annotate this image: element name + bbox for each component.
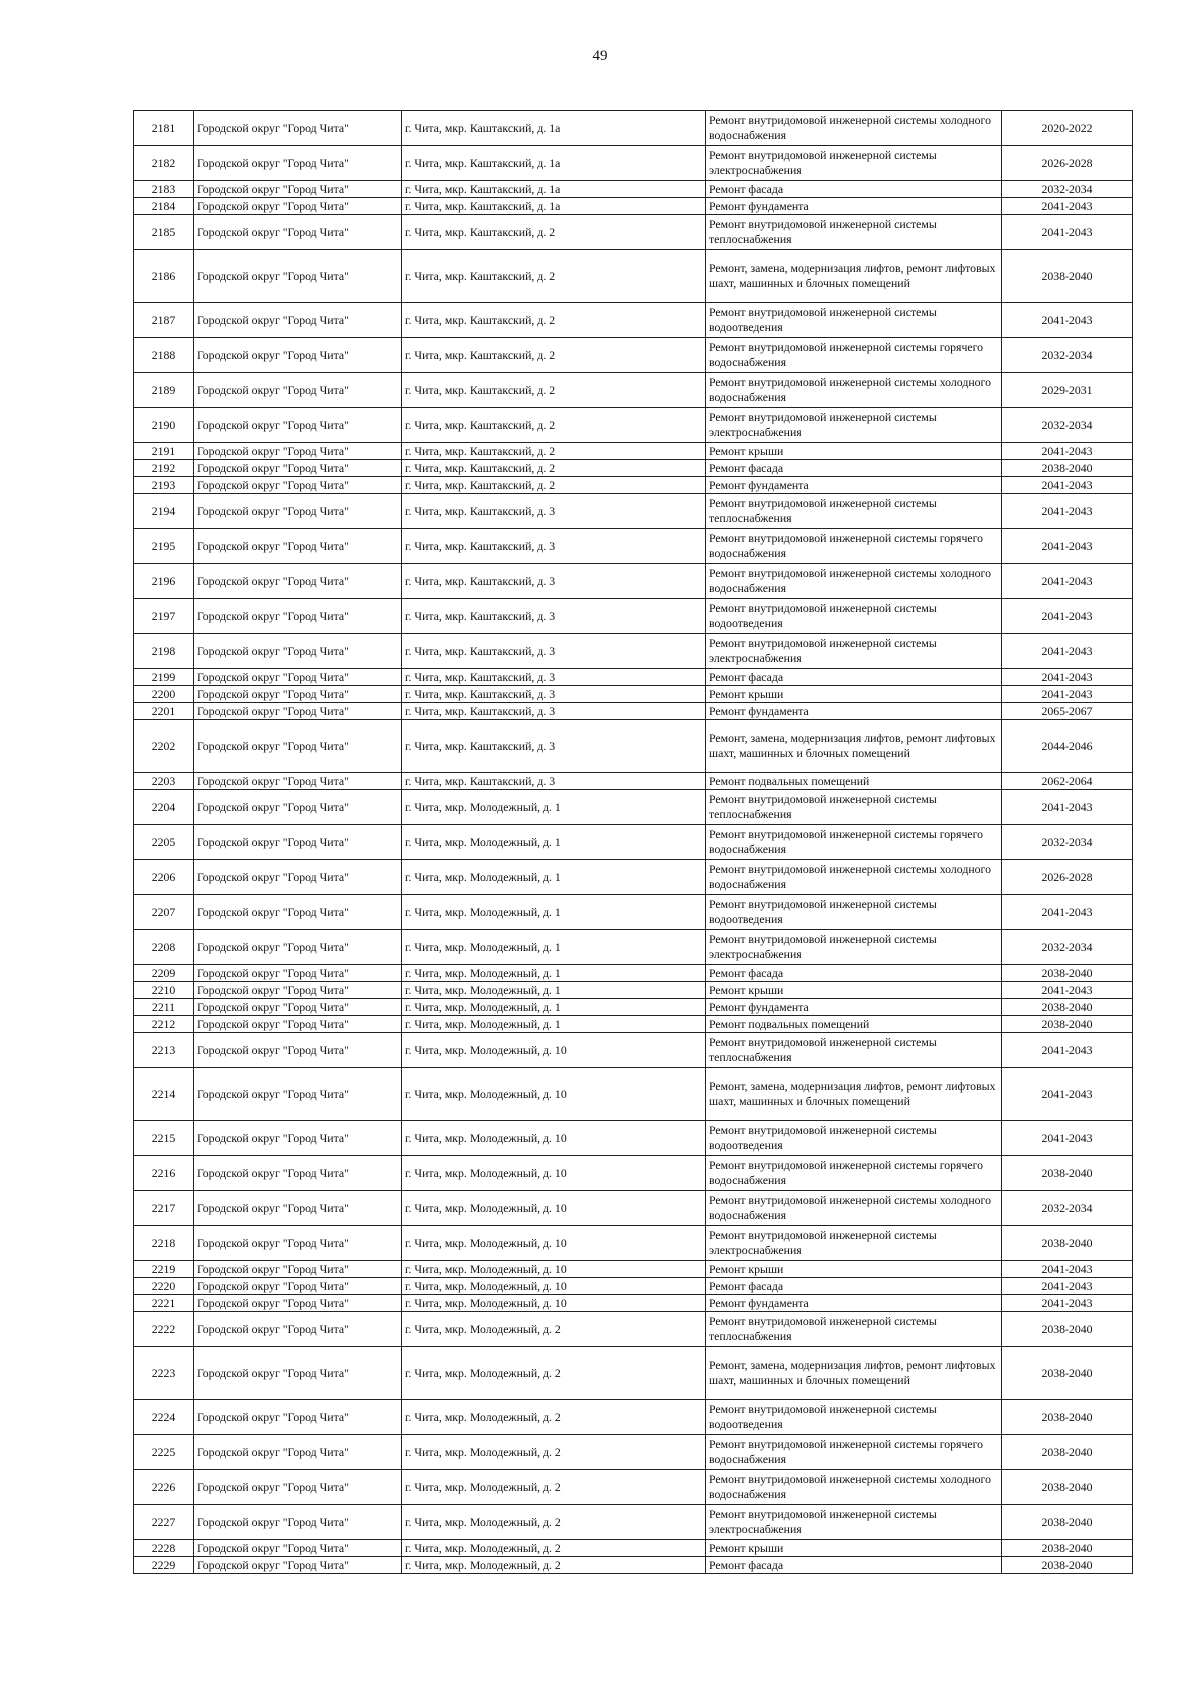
row-number-cell: 2201 — [134, 703, 194, 720]
table-row — [134, 773, 1133, 790]
repair-schedule-table — [133, 110, 1133, 1574]
table-row — [134, 790, 1133, 825]
table-row — [134, 686, 1133, 703]
period-cell: 2038-2040 — [1002, 1435, 1133, 1470]
address-cell: г. Чита, мкр. Молодежный, д. 1 — [402, 825, 706, 860]
period-cell: 2038-2040 — [1002, 1347, 1133, 1400]
period-cell: 2044-2046 — [1002, 720, 1133, 773]
table-row — [134, 982, 1133, 999]
period-cell: 2038-2040 — [1002, 1016, 1133, 1033]
address-cell: г. Чита, мкр. Молодежный, д. 10 — [402, 1068, 706, 1121]
row-number-cell: 2186 — [134, 250, 194, 303]
table-row — [134, 529, 1133, 564]
period-cell: 2041-2043 — [1002, 564, 1133, 599]
table-row — [134, 1470, 1133, 1505]
work-type-cell: Ремонт фундамента — [706, 703, 1002, 720]
period-cell: 2041-2043 — [1002, 669, 1133, 686]
table-row — [134, 1557, 1133, 1574]
work-type-cell: Ремонт фундамента — [706, 477, 1002, 494]
work-type-cell: Ремонт внутридомовой инженерной системы холодного водоснабжения — [706, 1191, 1002, 1226]
table-row — [134, 460, 1133, 477]
municipality-cell: Городской округ "Город Чита" — [194, 111, 402, 146]
address-cell: г. Чита, мкр. Молодежный, д. 1 — [402, 965, 706, 982]
municipality-cell: Городской округ "Город Чита" — [194, 860, 402, 895]
table-row — [134, 1435, 1133, 1470]
period-cell: 2038-2040 — [1002, 1470, 1133, 1505]
address-cell: г. Чита, мкр. Каштакский, д. 3 — [402, 634, 706, 669]
period-cell: 2032-2034 — [1002, 181, 1133, 198]
address-cell: г. Чита, мкр. Молодежный, д. 1 — [402, 860, 706, 895]
address-cell: г. Чита, мкр. Каштакский, д. 1а — [402, 146, 706, 181]
work-type-cell: Ремонт, замена, модернизация лифтов, ремонт лифтовых шахт, машинных и блочных помещений — [706, 720, 1002, 773]
period-cell: 2041-2043 — [1002, 494, 1133, 529]
period-cell: 2041-2043 — [1002, 215, 1133, 250]
table-row — [134, 1278, 1133, 1295]
table-row — [134, 634, 1133, 669]
period-cell: 2041-2043 — [1002, 1068, 1133, 1121]
period-cell: 2038-2040 — [1002, 1505, 1133, 1540]
municipality-cell: Городской округ "Город Чита" — [194, 965, 402, 982]
row-number-cell: 2222 — [134, 1312, 194, 1347]
address-cell: г. Чита, мкр. Молодежный, д. 2 — [402, 1400, 706, 1435]
table-row — [134, 669, 1133, 686]
row-number-cell: 2195 — [134, 529, 194, 564]
period-cell: 2038-2040 — [1002, 1400, 1133, 1435]
municipality-cell: Городской округ "Город Чита" — [194, 529, 402, 564]
row-number-cell: 2200 — [134, 686, 194, 703]
address-cell: г. Чита, мкр. Каштакский, д. 2 — [402, 250, 706, 303]
address-cell: г. Чита, мкр. Каштакский, д. 3 — [402, 599, 706, 634]
work-type-cell: Ремонт внутридомовой инженерной системы электроснабжения — [706, 1226, 1002, 1261]
work-type-cell: Ремонт внутридомовой инженерной системы горячего водоснабжения — [706, 338, 1002, 373]
address-cell: г. Чита, мкр. Молодежный, д. 10 — [402, 1033, 706, 1068]
row-number-cell: 2198 — [134, 634, 194, 669]
table-row — [134, 373, 1133, 408]
table-row — [134, 181, 1133, 198]
row-number-cell: 2207 — [134, 895, 194, 930]
period-cell: 2041-2043 — [1002, 1121, 1133, 1156]
work-type-cell: Ремонт внутридомовой инженерной системы электроснабжения — [706, 634, 1002, 669]
table-row — [134, 1347, 1133, 1400]
address-cell: г. Чита, мкр. Каштакский, д. 2 — [402, 303, 706, 338]
period-cell: 2041-2043 — [1002, 634, 1133, 669]
table-row — [134, 703, 1133, 720]
row-number-cell: 2227 — [134, 1505, 194, 1540]
municipality-cell: Городской округ "Город Чита" — [194, 1470, 402, 1505]
address-cell: г. Чита, мкр. Каштакский, д. 3 — [402, 564, 706, 599]
address-cell: г. Чита, мкр. Молодежный, д. 10 — [402, 1261, 706, 1278]
work-type-cell: Ремонт крыши — [706, 982, 1002, 999]
row-number-cell: 2196 — [134, 564, 194, 599]
municipality-cell: Городской округ "Город Чита" — [194, 1435, 402, 1470]
work-type-cell: Ремонт внутридомовой инженерной системы теплоснабжения — [706, 1033, 1002, 1068]
period-cell: 2029-2031 — [1002, 373, 1133, 408]
row-number-cell: 2199 — [134, 669, 194, 686]
period-cell: 2041-2043 — [1002, 599, 1133, 634]
period-cell: 2038-2040 — [1002, 1226, 1133, 1261]
table-row — [134, 1295, 1133, 1312]
address-cell: г. Чита, мкр. Каштакский, д. 2 — [402, 408, 706, 443]
table-row — [134, 1033, 1133, 1068]
work-type-cell: Ремонт фасада — [706, 1278, 1002, 1295]
work-type-cell: Ремонт внутридомовой инженерной системы электроснабжения — [706, 408, 1002, 443]
address-cell: г. Чита, мкр. Молодежный, д. 10 — [402, 1191, 706, 1226]
table-row — [134, 1068, 1133, 1121]
row-number-cell: 2224 — [134, 1400, 194, 1435]
period-cell: 2041-2043 — [1002, 303, 1133, 338]
row-number-cell: 2183 — [134, 181, 194, 198]
work-type-cell: Ремонт внутридомовой инженерной системы водоотведения — [706, 303, 1002, 338]
work-type-cell: Ремонт внутридомовой инженерной системы теплоснабжения — [706, 790, 1002, 825]
row-number-cell: 2197 — [134, 599, 194, 634]
address-cell: г. Чита, мкр. Молодежный, д. 2 — [402, 1312, 706, 1347]
address-cell: г. Чита, мкр. Молодежный, д. 10 — [402, 1121, 706, 1156]
work-type-cell: Ремонт внутридомовой инженерной системы горячего водоснабжения — [706, 1156, 1002, 1191]
table-row — [134, 111, 1133, 146]
municipality-cell: Городской округ "Город Чита" — [194, 303, 402, 338]
municipality-cell: Городской округ "Город Чита" — [194, 720, 402, 773]
address-cell: г. Чита, мкр. Каштакский, д. 1а — [402, 111, 706, 146]
row-number-cell: 2211 — [134, 999, 194, 1016]
municipality-cell: Городской округ "Город Чита" — [194, 146, 402, 181]
period-cell: 2038-2040 — [1002, 1540, 1133, 1557]
work-type-cell: Ремонт крыши — [706, 686, 1002, 703]
period-cell: 2041-2043 — [1002, 443, 1133, 460]
row-number-cell: 2215 — [134, 1121, 194, 1156]
row-number-cell: 2203 — [134, 773, 194, 790]
municipality-cell: Городской округ "Город Чита" — [194, 634, 402, 669]
period-cell: 2062-2064 — [1002, 773, 1133, 790]
work-type-cell: Ремонт внутридомовой инженерной системы теплоснабжения — [706, 494, 1002, 529]
table-row — [134, 1540, 1133, 1557]
table-row — [134, 720, 1133, 773]
row-number-cell: 2204 — [134, 790, 194, 825]
period-cell: 2038-2040 — [1002, 1312, 1133, 1347]
address-cell: г. Чита, мкр. Каштакский, д. 1а — [402, 181, 706, 198]
address-cell: г. Чита, мкр. Молодежный, д. 2 — [402, 1557, 706, 1574]
work-type-cell: Ремонт фасада — [706, 1557, 1002, 1574]
period-cell: 2041-2043 — [1002, 1295, 1133, 1312]
row-number-cell: 2206 — [134, 860, 194, 895]
table-row — [134, 1505, 1133, 1540]
address-cell: г. Чита, мкр. Каштакский, д. 3 — [402, 494, 706, 529]
address-cell: г. Чита, мкр. Молодежный, д. 10 — [402, 1226, 706, 1261]
municipality-cell: Городской округ "Город Чита" — [194, 999, 402, 1016]
municipality-cell: Городской округ "Город Чита" — [194, 790, 402, 825]
municipality-cell: Городской округ "Город Чита" — [194, 198, 402, 215]
table-row — [134, 477, 1133, 494]
work-type-cell: Ремонт крыши — [706, 1540, 1002, 1557]
row-number-cell: 2229 — [134, 1557, 194, 1574]
work-type-cell: Ремонт, замена, модернизация лифтов, ремонт лифтовых шахт, машинных и блочных помещений — [706, 250, 1002, 303]
municipality-cell: Городской округ "Город Чита" — [194, 930, 402, 965]
municipality-cell: Городской округ "Город Чита" — [194, 477, 402, 494]
work-type-cell: Ремонт подвальных помещений — [706, 1016, 1002, 1033]
municipality-cell: Городской округ "Город Чита" — [194, 982, 402, 999]
period-cell: 2038-2040 — [1002, 1557, 1133, 1574]
address-cell: г. Чита, мкр. Молодежный, д. 10 — [402, 1295, 706, 1312]
row-number-cell: 2228 — [134, 1540, 194, 1557]
municipality-cell: Городской округ "Город Чита" — [194, 1278, 402, 1295]
address-cell: г. Чита, мкр. Молодежный, д. 2 — [402, 1435, 706, 1470]
work-type-cell: Ремонт внутридомовой инженерной системы теплоснабжения — [706, 215, 1002, 250]
work-type-cell: Ремонт внутридомовой инженерной системы водоотведения — [706, 599, 1002, 634]
work-type-cell: Ремонт внутридомовой инженерной системы холодного водоснабжения — [706, 860, 1002, 895]
table-row — [134, 1016, 1133, 1033]
work-type-cell: Ремонт внутридомовой инженерной системы электроснабжения — [706, 146, 1002, 181]
period-cell: 2038-2040 — [1002, 999, 1133, 1016]
work-type-cell: Ремонт внутридомовой инженерной системы холодного водоснабжения — [706, 373, 1002, 408]
row-number-cell: 2187 — [134, 303, 194, 338]
address-cell: г. Чита, мкр. Каштакский, д. 3 — [402, 529, 706, 564]
row-number-cell: 2219 — [134, 1261, 194, 1278]
row-number-cell: 2214 — [134, 1068, 194, 1121]
municipality-cell: Городской округ "Город Чита" — [194, 564, 402, 599]
work-type-cell: Ремонт внутридомовой инженерной системы водоотведения — [706, 895, 1002, 930]
work-type-cell: Ремонт внутридомовой инженерной системы теплоснабжения — [706, 1312, 1002, 1347]
table-row — [134, 338, 1133, 373]
municipality-cell: Городской округ "Город Чита" — [194, 773, 402, 790]
work-type-cell: Ремонт внутридомовой инженерной системы горячего водоснабжения — [706, 529, 1002, 564]
address-cell: г. Чита, мкр. Каштакский, д. 1а — [402, 198, 706, 215]
address-cell: г. Чита, мкр. Молодежный, д. 10 — [402, 1278, 706, 1295]
municipality-cell: Городской округ "Город Чита" — [194, 1033, 402, 1068]
municipality-cell: Городской округ "Город Чита" — [194, 460, 402, 477]
period-cell: 2041-2043 — [1002, 198, 1133, 215]
table-row — [134, 999, 1133, 1016]
municipality-cell: Городской округ "Город Чита" — [194, 1557, 402, 1574]
row-number-cell: 2188 — [134, 338, 194, 373]
row-number-cell: 2193 — [134, 477, 194, 494]
row-number-cell: 2190 — [134, 408, 194, 443]
period-cell: 2032-2034 — [1002, 930, 1133, 965]
table-row — [134, 1261, 1133, 1278]
table-row — [134, 215, 1133, 250]
municipality-cell: Городской округ "Город Чита" — [194, 825, 402, 860]
row-number-cell: 2181 — [134, 111, 194, 146]
address-cell: г. Чита, мкр. Каштакский, д. 2 — [402, 215, 706, 250]
row-number-cell: 2225 — [134, 1435, 194, 1470]
municipality-cell: Городской округ "Город Чита" — [194, 1156, 402, 1191]
table-row — [134, 198, 1133, 215]
row-number-cell: 2210 — [134, 982, 194, 999]
work-type-cell: Ремонт внутридомовой инженерной системы холодного водоснабжения — [706, 111, 1002, 146]
period-cell: 2041-2043 — [1002, 1278, 1133, 1295]
table-row — [134, 1312, 1133, 1347]
table-row — [134, 1156, 1133, 1191]
work-type-cell: Ремонт фасада — [706, 669, 1002, 686]
address-cell: г. Чита, мкр. Молодежный, д. 10 — [402, 1156, 706, 1191]
work-type-cell: Ремонт подвальных помещений — [706, 773, 1002, 790]
table-row — [134, 1191, 1133, 1226]
period-cell: 2041-2043 — [1002, 529, 1133, 564]
work-type-cell: Ремонт крыши — [706, 1261, 1002, 1278]
address-cell: г. Чита, мкр. Каштакский, д. 3 — [402, 703, 706, 720]
table-row — [134, 564, 1133, 599]
period-cell: 2041-2043 — [1002, 1033, 1133, 1068]
municipality-cell: Городской округ "Город Чита" — [194, 373, 402, 408]
address-cell: г. Чита, мкр. Каштакский, д. 3 — [402, 686, 706, 703]
row-number-cell: 2184 — [134, 198, 194, 215]
municipality-cell: Городской округ "Город Чита" — [194, 443, 402, 460]
address-cell: г. Чита, мкр. Каштакский, д. 3 — [402, 669, 706, 686]
municipality-cell: Городской округ "Город Чита" — [194, 1347, 402, 1400]
work-type-cell: Ремонт внутридомовой инженерной системы горячего водоснабжения — [706, 825, 1002, 860]
period-cell: 2041-2043 — [1002, 686, 1133, 703]
period-cell: 2038-2040 — [1002, 965, 1133, 982]
table-row — [134, 599, 1133, 634]
work-type-cell: Ремонт, замена, модернизация лифтов, ремонт лифтовых шахт, машинных и блочных помещений — [706, 1068, 1002, 1121]
address-cell: г. Чита, мкр. Молодежный, д. 2 — [402, 1540, 706, 1557]
municipality-cell: Городской округ "Город Чита" — [194, 250, 402, 303]
period-cell: 2032-2034 — [1002, 408, 1133, 443]
period-cell: 2032-2034 — [1002, 1191, 1133, 1226]
municipality-cell: Городской округ "Город Чита" — [194, 599, 402, 634]
table-body — [134, 111, 1133, 1574]
municipality-cell: Городской округ "Город Чита" — [194, 1261, 402, 1278]
table-row — [134, 408, 1133, 443]
period-cell: 2038-2040 — [1002, 1156, 1133, 1191]
address-cell: г. Чита, мкр. Каштакский, д. 2 — [402, 443, 706, 460]
municipality-cell: Городской округ "Город Чита" — [194, 1016, 402, 1033]
row-number-cell: 2212 — [134, 1016, 194, 1033]
municipality-cell: Городской округ "Город Чита" — [194, 669, 402, 686]
table-row — [134, 895, 1133, 930]
row-number-cell: 2216 — [134, 1156, 194, 1191]
row-number-cell: 2191 — [134, 443, 194, 460]
row-number-cell: 2189 — [134, 373, 194, 408]
municipality-cell: Городской округ "Город Чита" — [194, 895, 402, 930]
address-cell: г. Чита, мкр. Молодежный, д. 1 — [402, 999, 706, 1016]
work-type-cell: Ремонт, замена, модернизация лифтов, ремонт лифтовых шахт, машинных и блочных помещений — [706, 1347, 1002, 1400]
address-cell: г. Чита, мкр. Молодежный, д. 1 — [402, 790, 706, 825]
work-type-cell: Ремонт фасада — [706, 460, 1002, 477]
work-type-cell: Ремонт внутридомовой инженерной системы холодного водоснабжения — [706, 1470, 1002, 1505]
period-cell: 2065-2067 — [1002, 703, 1133, 720]
period-cell: 2041-2043 — [1002, 477, 1133, 494]
municipality-cell: Городской округ "Город Чита" — [194, 215, 402, 250]
row-number-cell: 2192 — [134, 460, 194, 477]
table-row — [134, 146, 1133, 181]
row-number-cell: 2223 — [134, 1347, 194, 1400]
municipality-cell: Городской округ "Город Чита" — [194, 703, 402, 720]
address-cell: г. Чита, мкр. Каштакский, д. 2 — [402, 460, 706, 477]
work-type-cell: Ремонт внутридомовой инженерной системы водоотведения — [706, 1400, 1002, 1435]
address-cell: г. Чита, мкр. Молодежный, д. 1 — [402, 982, 706, 999]
period-cell: 2026-2028 — [1002, 860, 1133, 895]
row-number-cell: 2220 — [134, 1278, 194, 1295]
work-type-cell: Ремонт фундамента — [706, 1295, 1002, 1312]
address-cell: г. Чита, мкр. Каштакский, д. 2 — [402, 477, 706, 494]
work-type-cell: Ремонт крыши — [706, 443, 1002, 460]
work-type-cell: Ремонт внутридомовой инженерной системы горячего водоснабжения — [706, 1435, 1002, 1470]
row-number-cell: 2202 — [134, 720, 194, 773]
table-row — [134, 1121, 1133, 1156]
municipality-cell: Городской округ "Город Чита" — [194, 181, 402, 198]
work-type-cell: Ремонт фасада — [706, 965, 1002, 982]
table-row — [134, 494, 1133, 529]
row-number-cell: 2218 — [134, 1226, 194, 1261]
address-cell: г. Чита, мкр. Молодежный, д. 1 — [402, 895, 706, 930]
work-type-cell: Ремонт фасада — [706, 181, 1002, 198]
row-number-cell: 2194 — [134, 494, 194, 529]
table-row — [134, 965, 1133, 982]
municipality-cell: Городской округ "Город Чита" — [194, 494, 402, 529]
municipality-cell: Городской округ "Город Чита" — [194, 1226, 402, 1261]
municipality-cell: Городской округ "Город Чита" — [194, 1312, 402, 1347]
address-cell: г. Чита, мкр. Каштакский, д. 3 — [402, 773, 706, 790]
table-row — [134, 860, 1133, 895]
row-number-cell: 2208 — [134, 930, 194, 965]
period-cell: 2041-2043 — [1002, 895, 1133, 930]
period-cell: 2038-2040 — [1002, 250, 1133, 303]
table-row — [134, 1226, 1133, 1261]
work-type-cell: Ремонт внутридомовой инженерной системы электроснабжения — [706, 930, 1002, 965]
municipality-cell: Городской округ "Город Чита" — [194, 686, 402, 703]
row-number-cell: 2213 — [134, 1033, 194, 1068]
row-number-cell: 2217 — [134, 1191, 194, 1226]
municipality-cell: Городской округ "Город Чита" — [194, 1068, 402, 1121]
municipality-cell: Городской округ "Город Чита" — [194, 1505, 402, 1540]
period-cell: 2041-2043 — [1002, 982, 1133, 999]
period-cell: 2032-2034 — [1002, 338, 1133, 373]
municipality-cell: Городской округ "Город Чита" — [194, 408, 402, 443]
row-number-cell: 2209 — [134, 965, 194, 982]
work-type-cell: Ремонт внутридомовой инженерной системы электроснабжения — [706, 1505, 1002, 1540]
row-number-cell: 2182 — [134, 146, 194, 181]
table-row — [134, 303, 1133, 338]
address-cell: г. Чита, мкр. Молодежный, д. 1 — [402, 1016, 706, 1033]
work-type-cell: Ремонт фундамента — [706, 198, 1002, 215]
address-cell: г. Чита, мкр. Каштакский, д. 3 — [402, 720, 706, 773]
period-cell: 2032-2034 — [1002, 825, 1133, 860]
period-cell: 2026-2028 — [1002, 146, 1133, 181]
row-number-cell: 2221 — [134, 1295, 194, 1312]
address-cell: г. Чита, мкр. Каштакский, д. 2 — [402, 338, 706, 373]
page-number: 49 — [592, 48, 608, 64]
row-number-cell: 2205 — [134, 825, 194, 860]
municipality-cell: Городской округ "Город Чита" — [194, 338, 402, 373]
municipality-cell: Городской округ "Город Чита" — [194, 1191, 402, 1226]
period-cell: 2038-2040 — [1002, 460, 1133, 477]
work-type-cell: Ремонт внутридомовой инженерной системы водоотведения — [706, 1121, 1002, 1156]
period-cell: 2020-2022 — [1002, 111, 1133, 146]
period-cell: 2041-2043 — [1002, 790, 1133, 825]
address-cell: г. Чита, мкр. Молодежный, д. 2 — [402, 1347, 706, 1400]
period-cell: 2041-2043 — [1002, 1261, 1133, 1278]
table-row — [134, 1400, 1133, 1435]
address-cell: г. Чита, мкр. Молодежный, д. 2 — [402, 1505, 706, 1540]
row-number-cell: 2185 — [134, 215, 194, 250]
municipality-cell: Городской округ "Город Чита" — [194, 1295, 402, 1312]
table-row — [134, 443, 1133, 460]
municipality-cell: Городской округ "Город Чита" — [194, 1540, 402, 1557]
address-cell: г. Чита, мкр. Молодежный, д. 1 — [402, 930, 706, 965]
municipality-cell: Городской округ "Город Чита" — [194, 1400, 402, 1435]
table-row — [134, 930, 1133, 965]
work-type-cell: Ремонт внутридомовой инженерной системы холодного водоснабжения — [706, 564, 1002, 599]
row-number-cell: 2226 — [134, 1470, 194, 1505]
table-row — [134, 825, 1133, 860]
table-row — [134, 250, 1133, 303]
work-type-cell: Ремонт фундамента — [706, 999, 1002, 1016]
address-cell: г. Чита, мкр. Молодежный, д. 2 — [402, 1470, 706, 1505]
municipality-cell: Городской округ "Город Чита" — [194, 1121, 402, 1156]
address-cell: г. Чита, мкр. Каштакский, д. 2 — [402, 373, 706, 408]
